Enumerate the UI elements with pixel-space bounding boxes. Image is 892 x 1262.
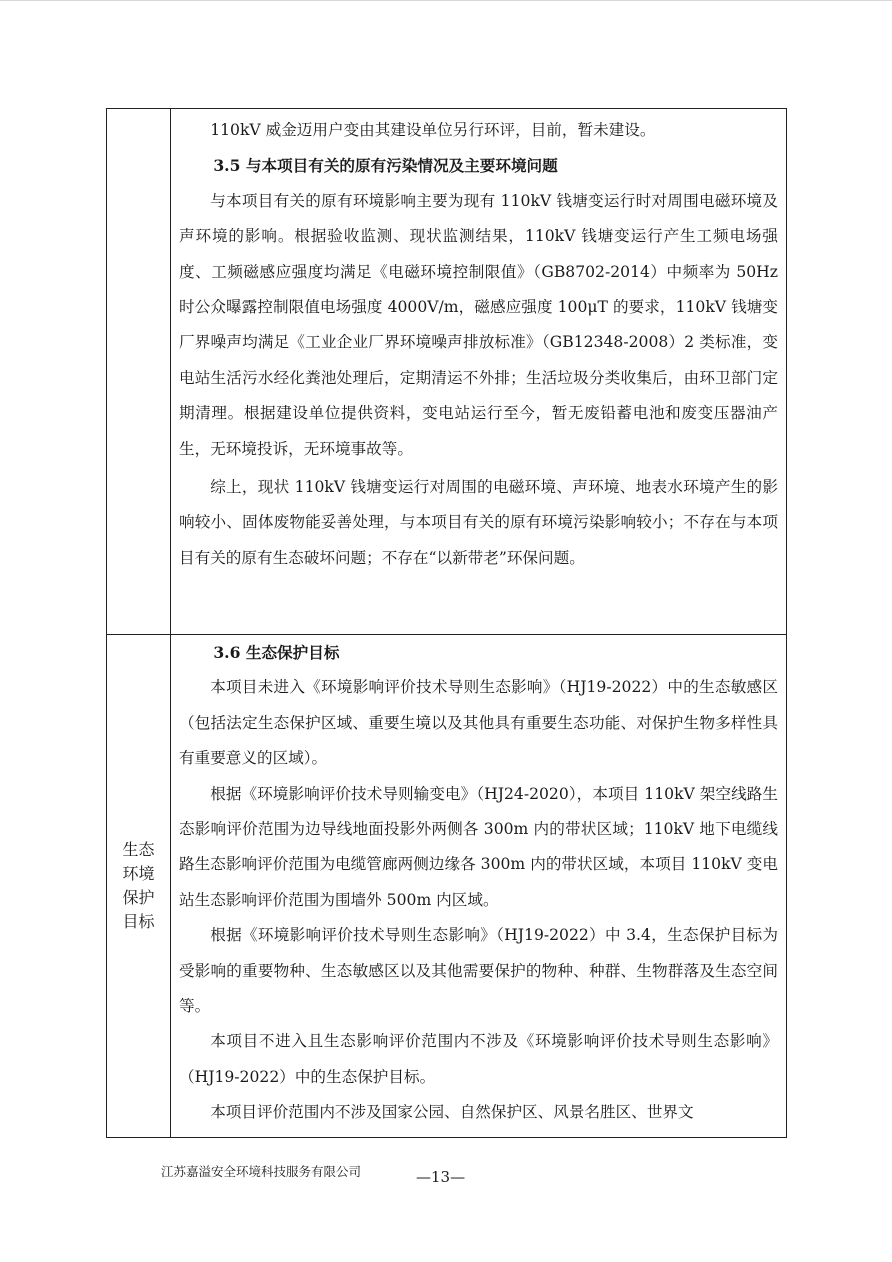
footer-company: 江苏嘉溢安全环境科技服务有限公司 bbox=[161, 1164, 362, 1179]
row-label-text: 生态环境保护目标 bbox=[122, 839, 155, 931]
paragraph: 综上，现状 110kV 钱塘变运行对周围的电磁环境、声环境、地表水环境产生的影响较小、固体废物能妥善处理，与本项目有关的原有环境污染影响较小；不存在与本项目有关的原有生态破坏问题；不存在“以新带老”环保问题。 bbox=[179, 478, 778, 567]
table-row bbox=[107, 109, 787, 635]
table-row bbox=[107, 635, 787, 1138]
paragraph: 本项目不进入且生态影响评价范围内不涉及《环境影响评价技术导则生态影响》（HJ19-2022）中的生态保护目标。 bbox=[179, 1032, 778, 1086]
paragraph: 根据《环境影响评价技术导则输变电》（HJ24-2020），本项目 110kV 架空线路生态影响评价范围为边导线地面投影外两侧各 300m 内的带状区域；110kV 地下电缆线路生态影响评价范围为电缆管廊两侧边缘各 300m 内的带状区域，本项目 110kV 变电站生态影响评价范围为围墙外 500m 内区域。 bbox=[179, 784, 778, 909]
intro-line: 110kV 威金迈用户变由其建设单位另行环评，目前，暂未建设。 bbox=[210, 121, 656, 139]
section-3-5-cell bbox=[171, 109, 787, 635]
section-heading: 3.6 生态保护目标 bbox=[213, 643, 340, 662]
section-heading: 3.5 与本项目有关的原有污染情况及主要环境问题 bbox=[213, 156, 558, 176]
paragraph: 与本项目有关的原有环境影响主要为现有 110kV 钱塘变运行时对周围电磁环境及声环境的影响。根据验收监测、现状监测结果，110kV 钱塘变运行产生工频电场强度、工频磁感应强度均满足《电磁环境控制限值》（GB8702-2014）中频率为 50Hz 时公众曝露控制限值电场强度 4000V/m，磁感应强度 100μT 的要求，110kV 钱塘变厂界噪声均满足《工业企业厂界环境噪声排放标准》（GB12348-2008）2 类标准，变电站生活污水经化粪池处理后，定期清运不外排；生活垃圾分类收集后，由环卫部门定期清理。根据建设单位提供资料，变电站运行至今，暂无废铅蓄电池和废变压器油产生，无环境投诉，无环境事故等。 bbox=[179, 191, 778, 458]
content-table bbox=[106, 108, 787, 1138]
section-3-6-cell bbox=[171, 635, 787, 1138]
paragraph: 根据《环境影响评价技术导则生态影响》（HJ19-2022）中 3.4，生态保护目标为受影响的重要物种、生态敏感区以及其他需要保护的物种、种群、生物群落及生态空间等。 bbox=[179, 926, 778, 1016]
paragraph: 本项目未进入《环境影响评价技术导则生态影响》（HJ19-2022）中的生态敏感区（包括法定生态保护区域、重要生境以及其他具有重要生态功能、对保护生物多样性具有重要意义的区域）。 bbox=[179, 678, 778, 768]
row-label bbox=[107, 635, 171, 1138]
page-number: —13— bbox=[416, 1168, 466, 1186]
paragraph: 本项目评价范围内不涉及国家公园、自然保护区、风景名胜区、世界文 bbox=[210, 1103, 694, 1122]
row-label-empty bbox=[107, 109, 171, 635]
top-border bbox=[0, 0, 892, 1]
